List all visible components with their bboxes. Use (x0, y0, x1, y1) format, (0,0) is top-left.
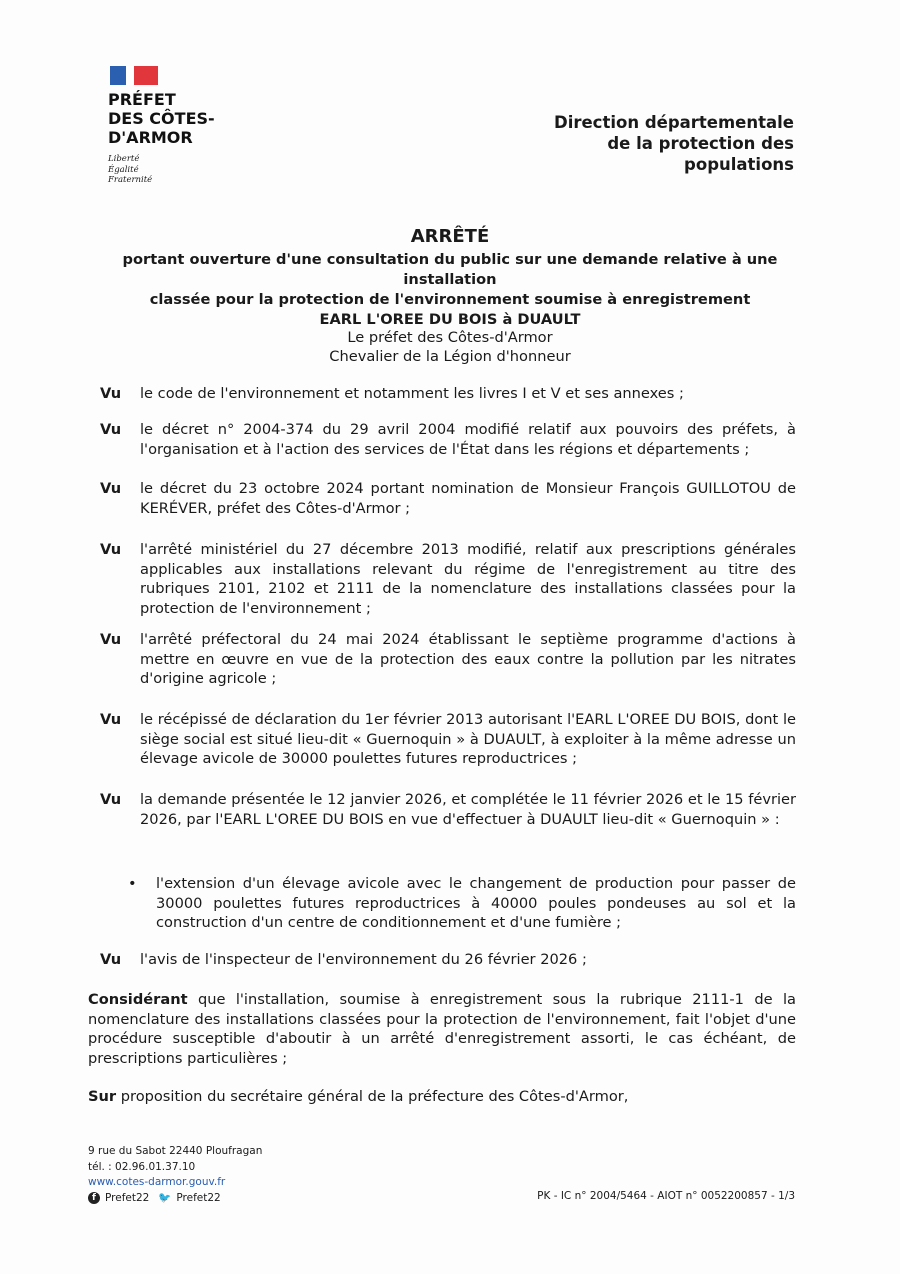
direction-line: populations (684, 155, 794, 174)
vu-label: Vu (100, 791, 122, 808)
brand-line: DES CÔTES- (108, 109, 215, 128)
visa (100, 790, 796, 829)
visa (100, 710, 796, 769)
prefet-line: Le préfet des Côtes-d'Armor (347, 329, 553, 346)
visa-text: le récépissé de déclaration du 1er février 2013 autorisant l'EARL L'OREE DU BOIS, dont le siège social est situé lieu-dit « Guernoquin » à DUAULT, à exploiter à la même adresse un élevage avicole de 30000 poulettes futures reproductrices ; (140, 711, 796, 767)
motto-line: Liberté (108, 154, 140, 164)
direction-line: Direction départementale (554, 113, 794, 132)
motto-line: Fraternité (108, 175, 153, 185)
vu-label: Vu (100, 480, 122, 497)
visa (100, 630, 796, 689)
vu-label: Vu (100, 711, 122, 728)
twitter-icon[interactable]: 🐦 (158, 1191, 172, 1204)
considerant-label: Considérant (88, 991, 188, 1008)
prefecture-brand (108, 90, 215, 147)
document-subtitle (90, 250, 810, 330)
vu-label: Vu (100, 541, 122, 558)
proposition (88, 1087, 796, 1107)
subtitle-line: classée pour la protection de l'environnement soumise à enregistrement (149, 291, 751, 308)
proposition-label: Sur (88, 1088, 117, 1105)
bullet-item (128, 874, 796, 933)
bullet-marker: • (128, 875, 137, 892)
visa (100, 540, 796, 618)
visa-text: l'arrêté ministériel du 27 décembre 2013 modifié, relatif aux prescriptions générales applicables aux installations relevant du régime de l'enregistrement au titre des rubriques 2101, 2102 et 2111 de la nomenclature des installations classées pour la protection de l'environnement ; (140, 541, 796, 617)
direction-name (554, 112, 794, 175)
vu-label: Vu (100, 951, 122, 968)
subtitle-line: portant ouverture d'une consultation du public sur une demande relative à une installation (122, 251, 778, 288)
subtitle-line: EARL L'OREE DU BOIS à DUAULT (319, 311, 581, 328)
visa (100, 950, 796, 970)
motto (108, 154, 152, 186)
brand-line: D'ARMOR (108, 128, 193, 147)
visa-text: l'avis de l'inspecteur de l'environnement du 26 février 2026 ; (140, 951, 587, 968)
motto-line: Égalité (108, 164, 139, 175)
social-links (88, 1191, 262, 1207)
bullet-text: l'extension d'un élevage avicole avec le changement de production pour passer de 30000 poulettes futures reproductrices à 40000 poules pondeuses au sol et la construction d'un centre de conditionnement et d'une fumière ; (156, 875, 796, 931)
document-title: ARRÊTÉ (410, 226, 490, 247)
brand-line: PRÉFET (108, 90, 176, 109)
vu-label: Vu (100, 385, 122, 402)
visa-text: le décret du 23 octobre 2024 portant nomination de Monsieur François GUILLOTOU de KERÉVER, préfet des Côtes-d'Armor ; (140, 480, 796, 517)
twitter-handle[interactable]: Prefet22 (176, 1191, 221, 1204)
visa (100, 384, 796, 404)
address: 9 rue du Sabot 22440 Ploufragan (88, 1145, 263, 1157)
document-reference: PK - IC n° 2004/5464 - AIOT n° 0052200857 - 1/3 (537, 1190, 795, 1202)
prefet-line: Chevalier de la Légion d'honneur (329, 348, 571, 365)
visa (100, 479, 796, 518)
phone: tél. : 02.96.01.37.10 (88, 1160, 196, 1173)
visa-text: le code de l'environnement et notamment les livres I et V et ses annexes ; (140, 385, 684, 402)
direction-line: de la protection des (607, 134, 794, 153)
footer-contact (88, 1144, 262, 1206)
visa (100, 420, 796, 459)
marianne-logo (110, 66, 158, 85)
website-link[interactable]: www.cotes-darmor.gouv.fr (88, 1176, 226, 1188)
prefet-title (0, 328, 900, 366)
visa-text: le décret n° 2004-374 du 29 avril 2004 modifié relatif aux pouvoirs des préfets, à l'organisation et à l'action des services de l'État dans les régions et départements ; (140, 421, 796, 458)
vu-label: Vu (100, 631, 122, 648)
considerant-text: que l'installation, soumise à enregistrement sous la rubrique 2111-1 de la nomenclature des installations classées pour la protection de l'environnement, fait l'objet d'une procédure susceptible d'aboutir à un arrêté d'enregistrement assorti, le cas échéant, de prescriptions particulières ; (88, 991, 796, 1067)
proposition-text: proposition du secrétaire général de la préfecture des Côtes-d'Armor, (116, 1088, 629, 1105)
visa-text: la demande présentée le 12 janvier 2026, et complétée le 11 février 2026 et le 15 février 2026, par l'EARL L'OREE DU BOIS en vue d'effectuer à DUAULT lieu-dit « Guernoquin » : (140, 791, 796, 828)
considerant (88, 990, 796, 1068)
visa-text: l'arrêté préfectoral du 24 mai 2024 établissant le septième programme d'actions à mettre en œuvre en vue de la protection des eaux contre la pollution par les nitrates d'origine agricole ; (140, 631, 796, 687)
facebook-handle[interactable]: Prefet22 (105, 1191, 150, 1204)
facebook-icon[interactable]: f (88, 1192, 100, 1204)
vu-label: Vu (100, 421, 122, 438)
